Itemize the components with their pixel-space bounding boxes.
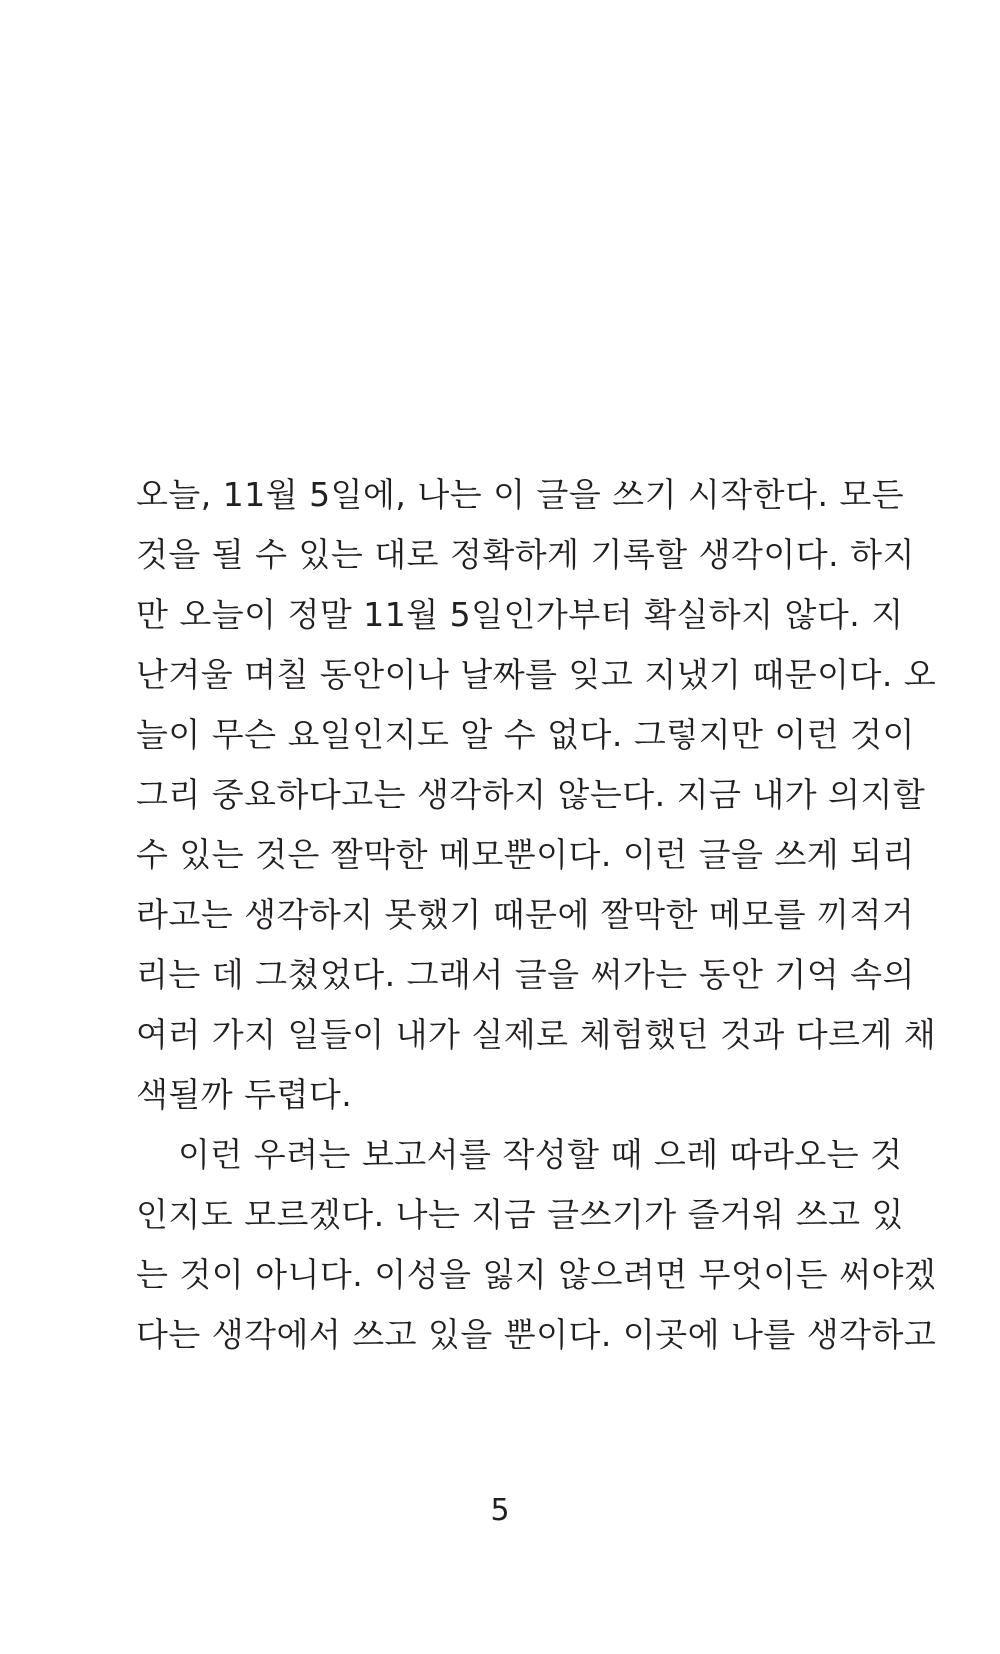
text-line: 라고는 생각하지 못했기 때문에 짤막한 메모를 끼적거 (136, 895, 915, 934)
text-line: 그리 중요하다고는 생각하지 않는다. 지금 내가 의지할 (136, 775, 926, 814)
body-text (136, 465, 937, 1365)
paragraph-1 (136, 465, 937, 1125)
paragraph-2 (136, 1125, 937, 1365)
text-line: 다는 생각에서 쓰고 있을 뿐이다. 이곳에 나를 생각하고 (136, 1315, 937, 1354)
text-line: 여러 가지 일들이 내가 실제로 체험했던 것과 다르게 채 (136, 1015, 937, 1054)
page-number: 5 (490, 1493, 510, 1528)
text-line: 오늘, 11월 5일에, 나는 이 글을 쓰기 시작한다. 모든 (136, 475, 905, 514)
text-line: 인지도 모르겠다. 나는 지금 글쓰기가 즐거워 쓰고 있 (136, 1195, 904, 1234)
text-line: 난겨울 며칠 동안이나 날짜를 잊고 지냈기 때문이다. 오 (136, 655, 937, 694)
text-line: 만 오늘이 정말 11월 5일인가부터 확실하지 않다. 지 (136, 595, 904, 634)
text-line: 이런 우려는 보고서를 작성할 때 으레 따라오는 것 (178, 1135, 903, 1174)
text-line: 수 있는 것은 짤막한 메모뿐이다. 이런 글을 쓰게 되리 (136, 835, 915, 874)
text-line: 는 것이 아니다. 이성을 잃지 않으려면 무엇이든 써야겠 (136, 1255, 937, 1294)
text-line: 것을 될 수 있는 대로 정확하게 기록할 생각이다. 하지 (136, 535, 915, 574)
text-line: 색될까 두렵다. (136, 1075, 353, 1114)
text-line: 늘이 무슨 요일인지도 알 수 없다. 그렇지만 이런 것이 (136, 715, 915, 754)
text-line: 리는 데 그쳤었다. 그래서 글을 써가는 동안 기억 속의 (136, 955, 915, 994)
